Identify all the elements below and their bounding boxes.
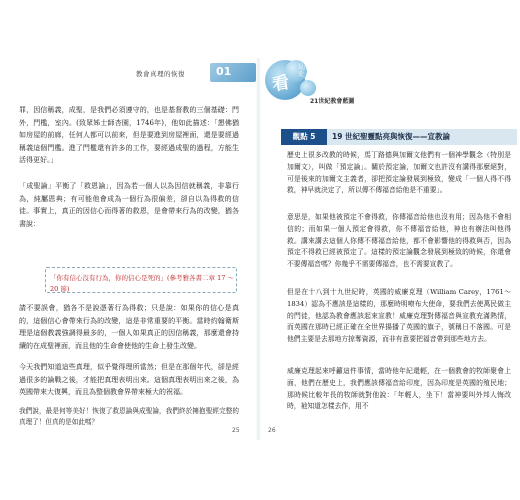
left-paragraph-1: 罪，因信稱義，成聖，是我們必須遵守的，也是基督教的三個基礎：門外，門檻，室內。(致眾姊士師杏園，1746年)，他如此描述：「懇佛猶如房屋的前廊，任何人都可以前來，但是要進到房屋裡面，還是要經過稱義這個門檻。進了門檻還有許多的工作，要經過成聖的過程，方能生活得更好。」 (19, 106, 239, 165)
quote-text: 「你有信心沒有行為，你的信心是死的」(參考雅各書二章 17 ～ 20 節) (50, 274, 234, 293)
section-subtitle: 21世紀教會藍圖 (310, 98, 355, 105)
right-paragraph-2: 意思是，如果他被預定不會得救，你傳福音給他也沒有用；因為他不會相信的；而如果一個人預定會得救，你不傳福音給他，神也有辦法叫他得救。講來講去這個人你傳不傳福音給他，都不會影響他的得救與否，因為預定不得救已經被預定了。這樣的預定論觀念發展到極致的時候，你還會不要傳福音嗎？你幾乎不需要傳福音，也不需要宣教了。 (287, 213, 511, 269)
logo-small-text: 見歷史 (298, 64, 311, 78)
section-heading-label: 觀點 5 (281, 129, 327, 145)
right-paragraph-1: 歷史上很多改教的時候，馬丁路德與加爾文他們有一個神學觀念（特別是加爾文），叫做「預定論」。關於預定論，加爾文也許沒有講得那麼絕對，可是後來的加爾文主義者，卻把預定論發展到極致，變成「一個人得不得救，神早就決定了，所以傳不傳福音給他是不重要」。 (287, 151, 511, 195)
left-paragraph-3: 請不要誤會，猶各不是說憑著行為得救；只是說：如果你的信心是真的，這個信心會帶來行為的改變，這是非常重要的平衡。當時約翰衛斯理是這個教義強調得最多的，一個人如果真正的因信稱義，那麼還會持續的在成聖裡面，而且他的生命會使他的生命上發生改變。 (19, 304, 239, 350)
chapter-badge (210, 63, 256, 82)
left-paragraph-5: 我們說，最是何等美好！恢復了救恩論與成聖論，我們終於擁抱聖經完整的真理了！但真的是如此嗎？ (19, 407, 239, 426)
page-number-left: 25 (232, 427, 240, 434)
section-heading-title: 19 世紀聖靈點亮與恢復——宣教論 (332, 132, 451, 141)
right-paragraph-4: 威廉克理起來呼籲這件事情，當時他年紀還輕，在一個教會的牧師聚會上面，他們在歷史上，我們應該傳福音給印度，因為印度是英國的殖民地；那時候比較年長的牧師就對他說：「年輕人，坐下！當神要叫外邦人悔改時，祂知道怎樣去作，用不 (287, 367, 511, 411)
book-gutter (256, 58, 261, 440)
logo-character: 看 (270, 72, 292, 96)
left-paragraph-4: 今天我們知道這些真理，似乎覺得理所當然；但是在那個年代，卻是經過很多的論戰之後，才能把真理表明出來。這個真理表明出來之後，為英國帶來大復興，而且為整個教會界帶來極大的祝福。 (19, 363, 239, 397)
chapter-number: 01 (216, 65, 232, 78)
right-paragraph-3: 但是在十八到十九世紀時，英國的威廉克理（William Carey，1761～1834）認為不應該是這樣的，那麼時明嘹布大使命，要我們去使萬民做主的門徒，他認為教會應該起來宣教！威廉克理對傳福音與宣教充滿熱情，而英國在那時已經正確在全世界揚播了英國的旗子，號稱日不落國。可是他們主要是去那地方掠奪資源，而非有意要把福音帶到那些地方去。 (287, 288, 511, 344)
page-number-right: 26 (268, 427, 276, 434)
running-book-title: 教會真理的恢復 (136, 70, 185, 78)
left-paragraph-2: 「成聖論」平衡了「救恩論」，因為若一個人以為因信就稱義，非靠行為，純屬恩典；有可能他會成為一個行為很偏差，卻自以為得救的信徒。事實上，真正的因信心而得著的救恩，是會帶來行為的改變，猶各書說： (19, 182, 239, 228)
logo-bubble-tiny (300, 80, 316, 96)
